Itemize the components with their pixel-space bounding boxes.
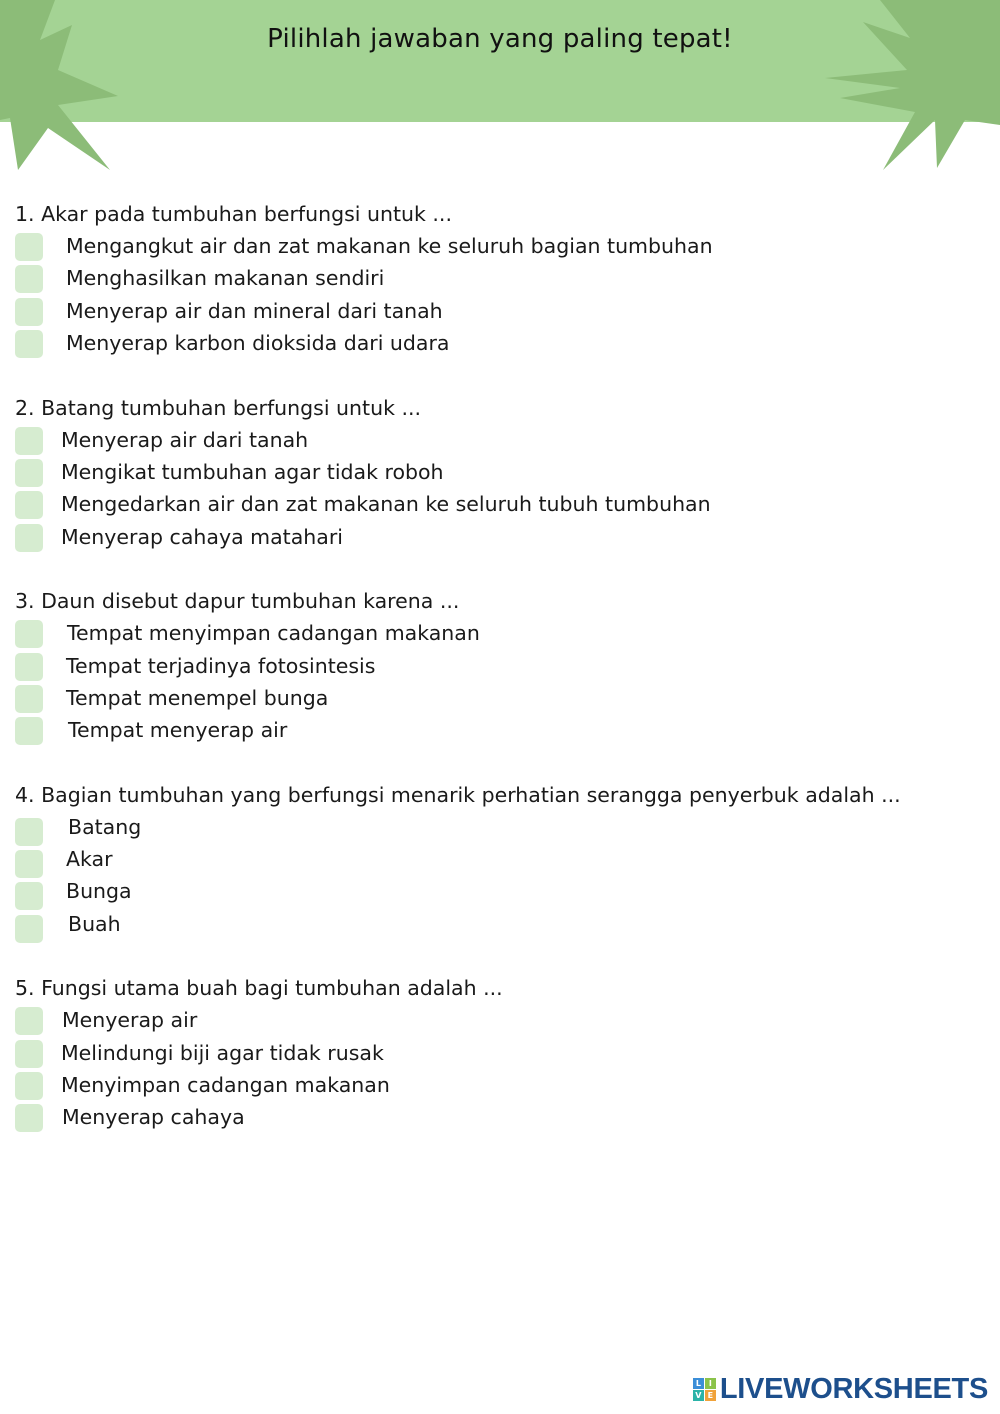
answer-checkbox[interactable] (15, 298, 43, 326)
answer-option[interactable] (0, 488, 1000, 520)
answer-label: Menghasilkan makanan sendiri (66, 266, 385, 291)
question-2 (0, 392, 1000, 554)
answer-checkbox[interactable] (15, 265, 43, 293)
question-text: 1. Akar pada tumbuhan berfungsi untuk ... (15, 202, 452, 226)
question-list (0, 198, 1000, 1166)
answer-checkbox[interactable] (15, 620, 43, 648)
answer-option[interactable] (0, 1101, 1000, 1133)
answer-label: Tempat menyimpan cadangan makanan (67, 621, 480, 646)
answer-label: Bunga (66, 879, 132, 904)
answer-option[interactable] (0, 650, 1000, 682)
logo-blocks-icon: L I V E (693, 1378, 716, 1401)
answer-label: Menyerap cahaya (62, 1105, 245, 1130)
answer-option[interactable] (0, 327, 1000, 359)
answer-checkbox[interactable] (15, 915, 43, 943)
answer-label: Mengedarkan air dan zat makanan ke seluruh tubuh tumbuhan (61, 492, 711, 517)
answer-checkbox[interactable] (15, 330, 43, 358)
answer-label: Menyerap air (62, 1008, 198, 1033)
answer-option[interactable] (0, 811, 1000, 843)
answer-option[interactable] (0, 875, 1000, 907)
liveworksheets-logo[interactable] (693, 1372, 988, 1406)
answer-checkbox[interactable] (15, 882, 43, 910)
question-5 (0, 972, 1000, 1134)
answer-option[interactable] (0, 682, 1000, 714)
answer-checkbox[interactable] (15, 459, 43, 487)
question-1 (0, 198, 1000, 360)
answer-checkbox[interactable] (15, 491, 43, 519)
answer-checkbox[interactable] (15, 233, 43, 261)
answer-checkbox[interactable] (15, 1104, 43, 1132)
answer-option[interactable] (0, 456, 1000, 488)
answer-label: Menyerap karbon dioksida dari udara (66, 331, 450, 356)
answer-label: Menyimpan cadangan makanan (61, 1073, 390, 1098)
answer-label: Mengikat tumbuhan agar tidak roboh (61, 459, 444, 484)
answer-label: Tempat menempel bunga (66, 685, 329, 710)
answer-label: Akar (66, 847, 113, 872)
answer-checkbox[interactable] (15, 850, 43, 878)
answer-option[interactable] (0, 1004, 1000, 1036)
answer-option[interactable] (0, 230, 1000, 262)
answer-checkbox[interactable] (15, 1040, 43, 1068)
question-text: 2. Batang tumbuhan berfungsi untuk ... (15, 395, 422, 420)
answer-checkbox[interactable] (15, 1072, 43, 1100)
answer-option[interactable] (0, 1069, 1000, 1101)
answer-option[interactable] (0, 843, 1000, 875)
answer-option[interactable] (0, 424, 1000, 456)
answer-label: Tempat terjadinya fotosintesis (66, 653, 376, 678)
question-4 (0, 779, 1000, 941)
answer-option[interactable] (0, 521, 1000, 553)
logo-text: LIVEWORKSHEETS (719, 1372, 988, 1405)
answer-checkbox[interactable] (15, 685, 43, 713)
answer-checkbox[interactable] (15, 717, 43, 745)
question-text: 3. Daun disebut dapur tumbuhan karena ... (15, 589, 460, 614)
answer-label: Menyerap cahaya matahari (61, 524, 343, 549)
answer-label: Mengangkut air dan zat makanan ke seluruh bagian tumbuhan (66, 234, 713, 258)
answer-label: Buah (68, 911, 121, 936)
page-title: Pilihlah jawaban yang paling tepat! (267, 24, 733, 54)
answer-checkbox[interactable] (15, 653, 43, 681)
question-text: 5. Fungsi utama buah bagi tumbuhan adalah ... (15, 976, 503, 1001)
answer-checkbox[interactable] (15, 818, 43, 846)
answer-option[interactable] (0, 295, 1000, 327)
question-text: 4. Bagian tumbuhan yang berfungsi menarik perhatian serangga penyerbuk adalah ... (15, 782, 901, 807)
answer-checkbox[interactable] (15, 427, 43, 455)
answer-label: Menyerap air dari tanah (61, 427, 309, 452)
answer-checkbox[interactable] (15, 524, 43, 552)
answer-label: Batang (68, 814, 142, 839)
answer-label: Melindungi biji agar tidak rusak (61, 1040, 384, 1065)
answer-option[interactable] (0, 908, 1000, 940)
header-banner (0, 0, 1000, 122)
answer-option[interactable] (0, 1037, 1000, 1069)
answer-label: Menyerap air dan mineral dari tanah (66, 298, 443, 323)
answer-option[interactable] (0, 262, 1000, 294)
answer-label: Tempat menyerap air (68, 718, 288, 743)
answer-option[interactable] (0, 714, 1000, 746)
answer-checkbox[interactable] (15, 1007, 43, 1035)
answer-option[interactable] (0, 617, 1000, 649)
question-3 (0, 585, 1000, 747)
